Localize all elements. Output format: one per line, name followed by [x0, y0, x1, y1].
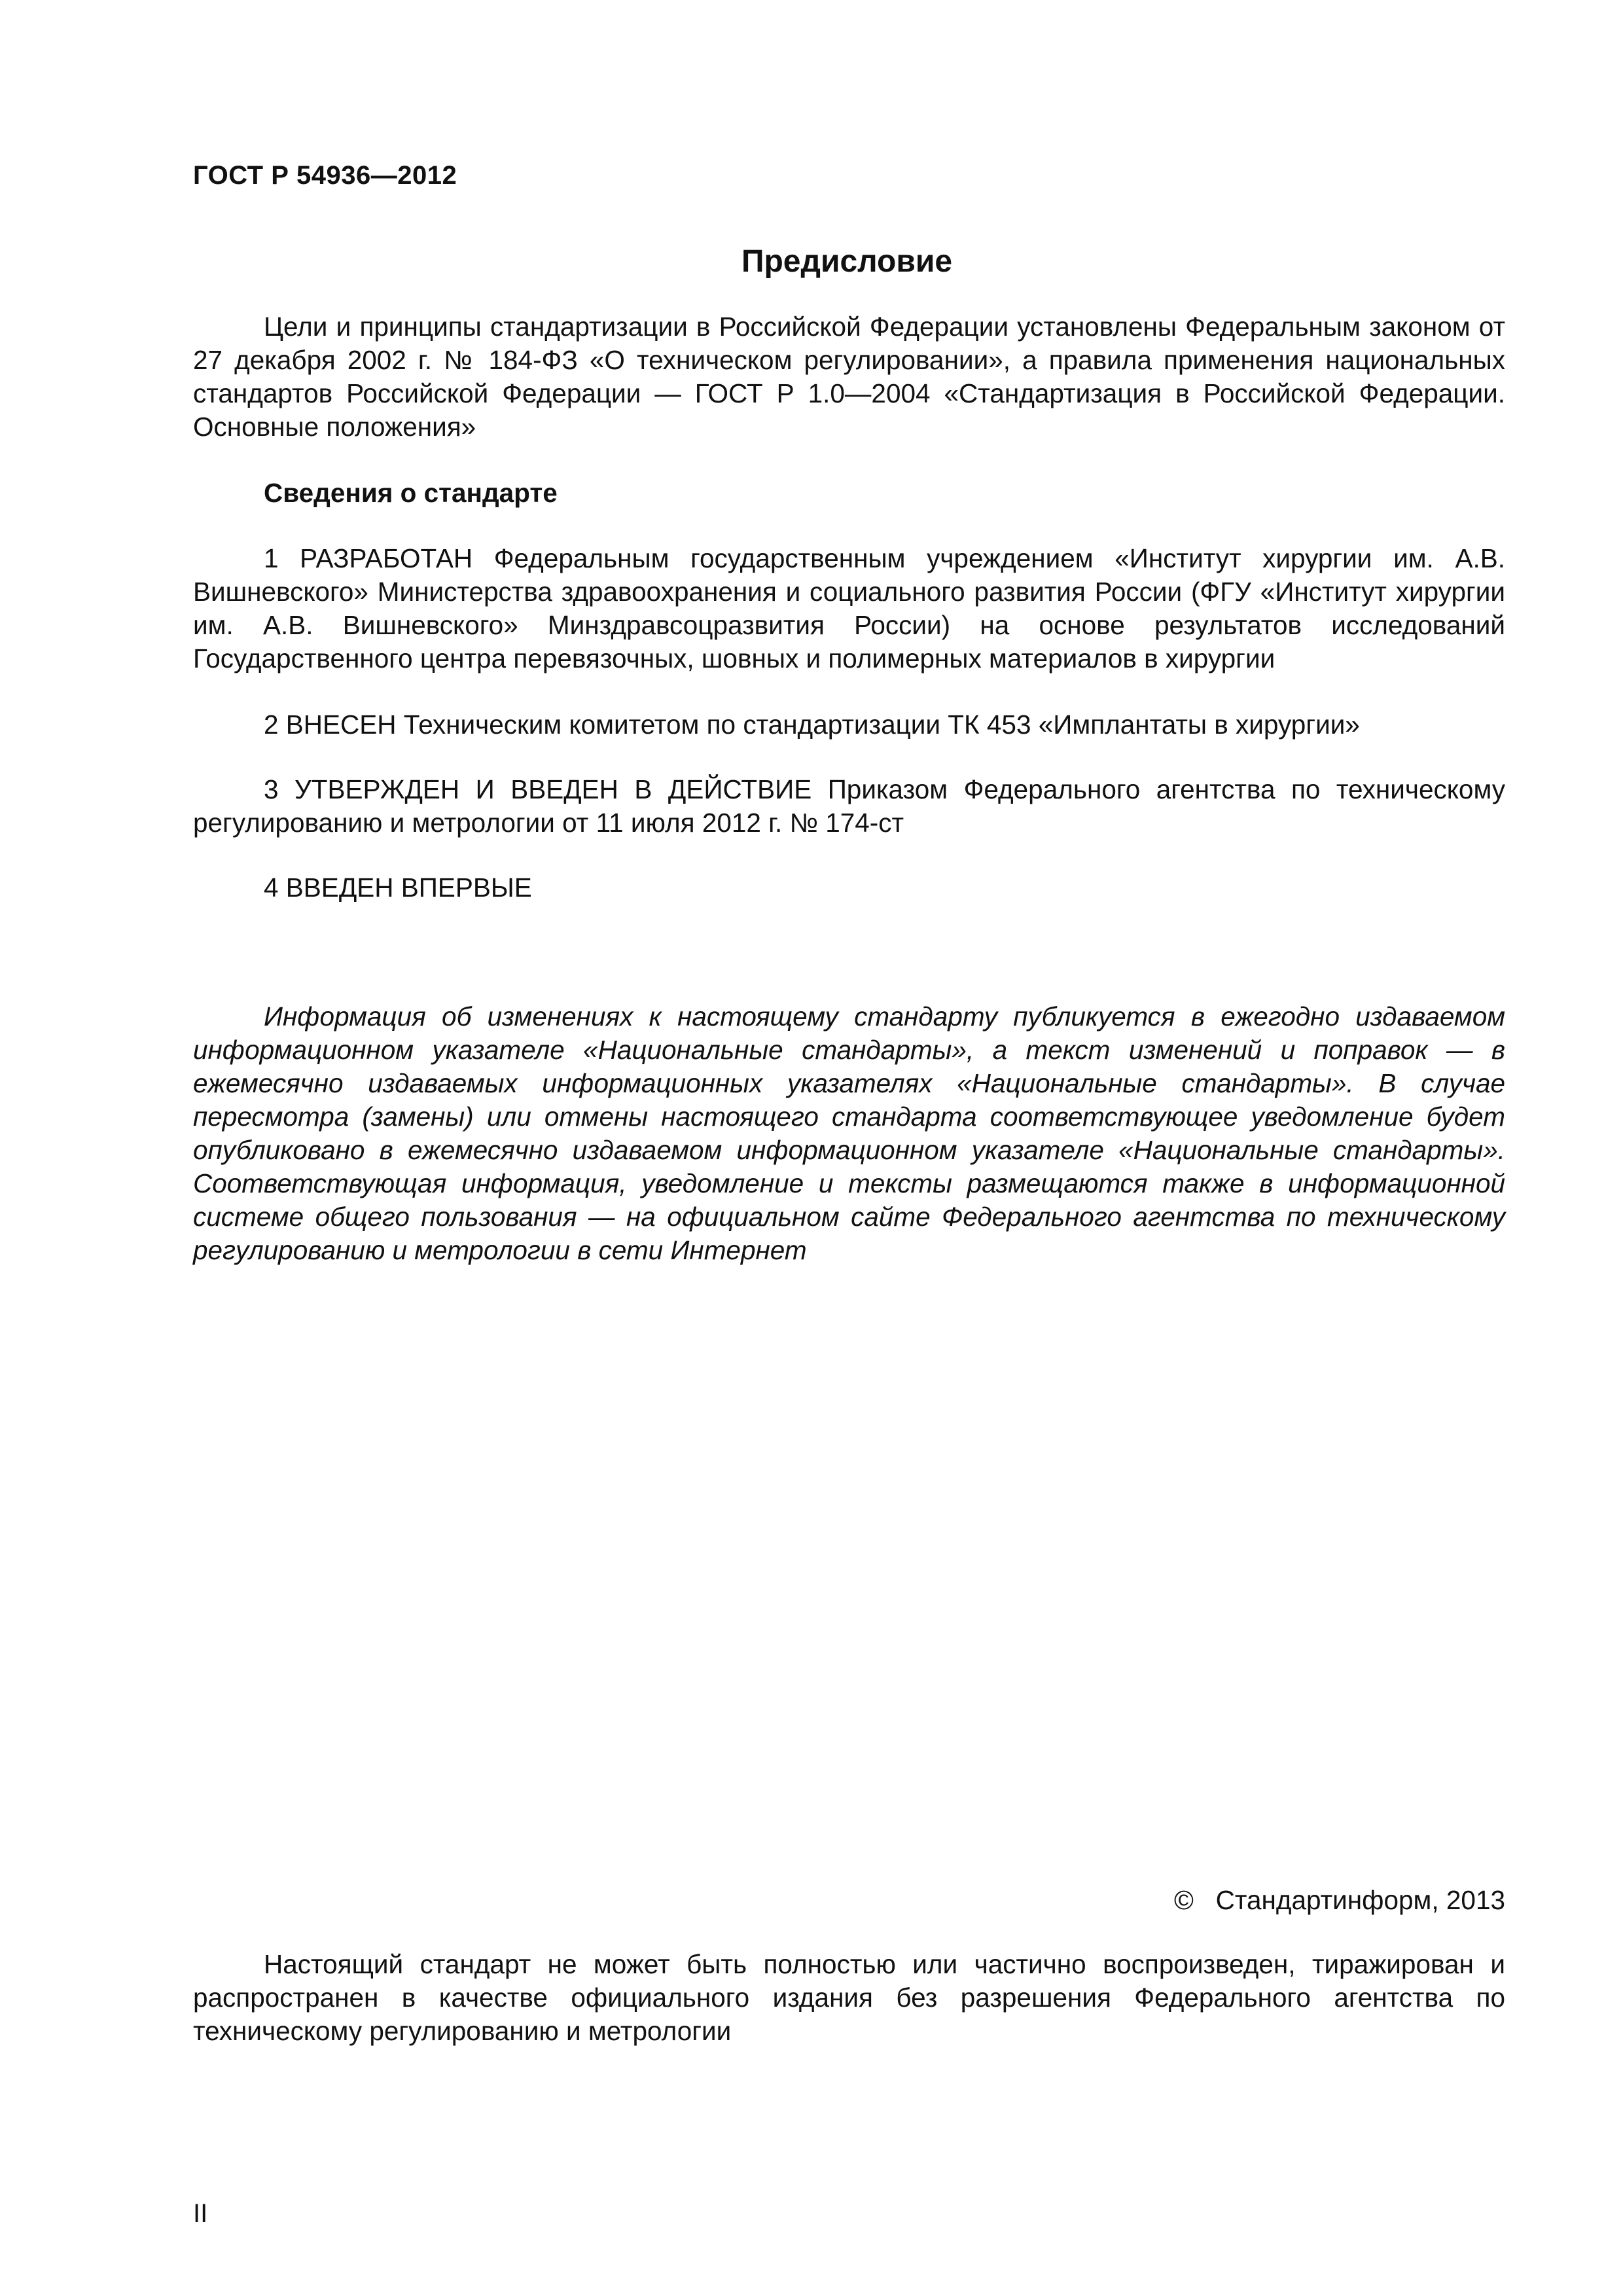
document-code: ГОСТ Р 54936—2012 [193, 161, 457, 190]
standard-info-heading: Сведения о стандарте [264, 478, 558, 508]
page-title: Предисловие [741, 244, 953, 279]
copyright-line: © Стандартинформ, 2013 [1174, 1885, 1505, 1915]
info-item-3: 3 УТВЕРЖДЕН И ВВЕДЕН В ДЕЙСТВИЕ Приказом Федерального агентства по техническому регулированию и метрологии от 11 июля 2012 г. № 174-ст [193, 774, 1505, 838]
changes-notice: Информация об изменениях к настоящему стандарту публикуется в ежегодно издаваемом информационном указателе «Национальные стандарты», а текст изменений и поправок — в ежемесячно издаваемых информационных указателях «Национальные стандарты». В случае пересмотра (замены) или отмены настоящего стандарта соответствующее уведомление будет опубликовано в ежемесячно издаваемом информационном указателе «Национальные стандарты». Соответствующая информация, уведомление и тексты размещаются также в информационной системе общего пользования — на официальном сайте Федерального агентства по техническому регулированию и метрологии в сети Интернет [193, 1001, 1505, 1265]
reproduction-notice: Настоящий стандарт не может быть полностью или частично воспроизведен, тиражирован и распространен в качестве официального издания без разрешения Федерального агентства по техническому регулированию и метрологии [193, 1949, 1505, 2046]
info-item-2: 2 ВНЕСЕН Техническим комитетом по стандартизации ТК 453 «Имплантаты в хирургии» [264, 709, 1360, 740]
intro-paragraph: Цели и принципы стандартизации в Российской Федерации установлены Федеральным законом от 27 декабря 2002 г. № 184-ФЗ «О техническом регулировании», а правила применения национальных стандартов Российской Федерации — ГОСТ Р 1.0—2004 «Стандартизация в Российской Федерации. Основные положения» [193, 312, 1505, 442]
page-number: II [193, 2199, 208, 2228]
info-item-1: 1 РАЗРАБОТАН Федеральным государственным учреждением «Институт хирургии им. А.В. Вишневского» Министерства здравоохранения и социального развития России (ФГУ «Институт хирургии им. А.В. Вишневского» Минздравсоцразвития России) на основе результатов исследований Государственного центра перевязочных, шовных и полимерных материалов в хирургии [193, 543, 1505, 673]
info-item-4: 4 ВВЕДЕН ВПЕРВЫЕ [264, 872, 532, 903]
